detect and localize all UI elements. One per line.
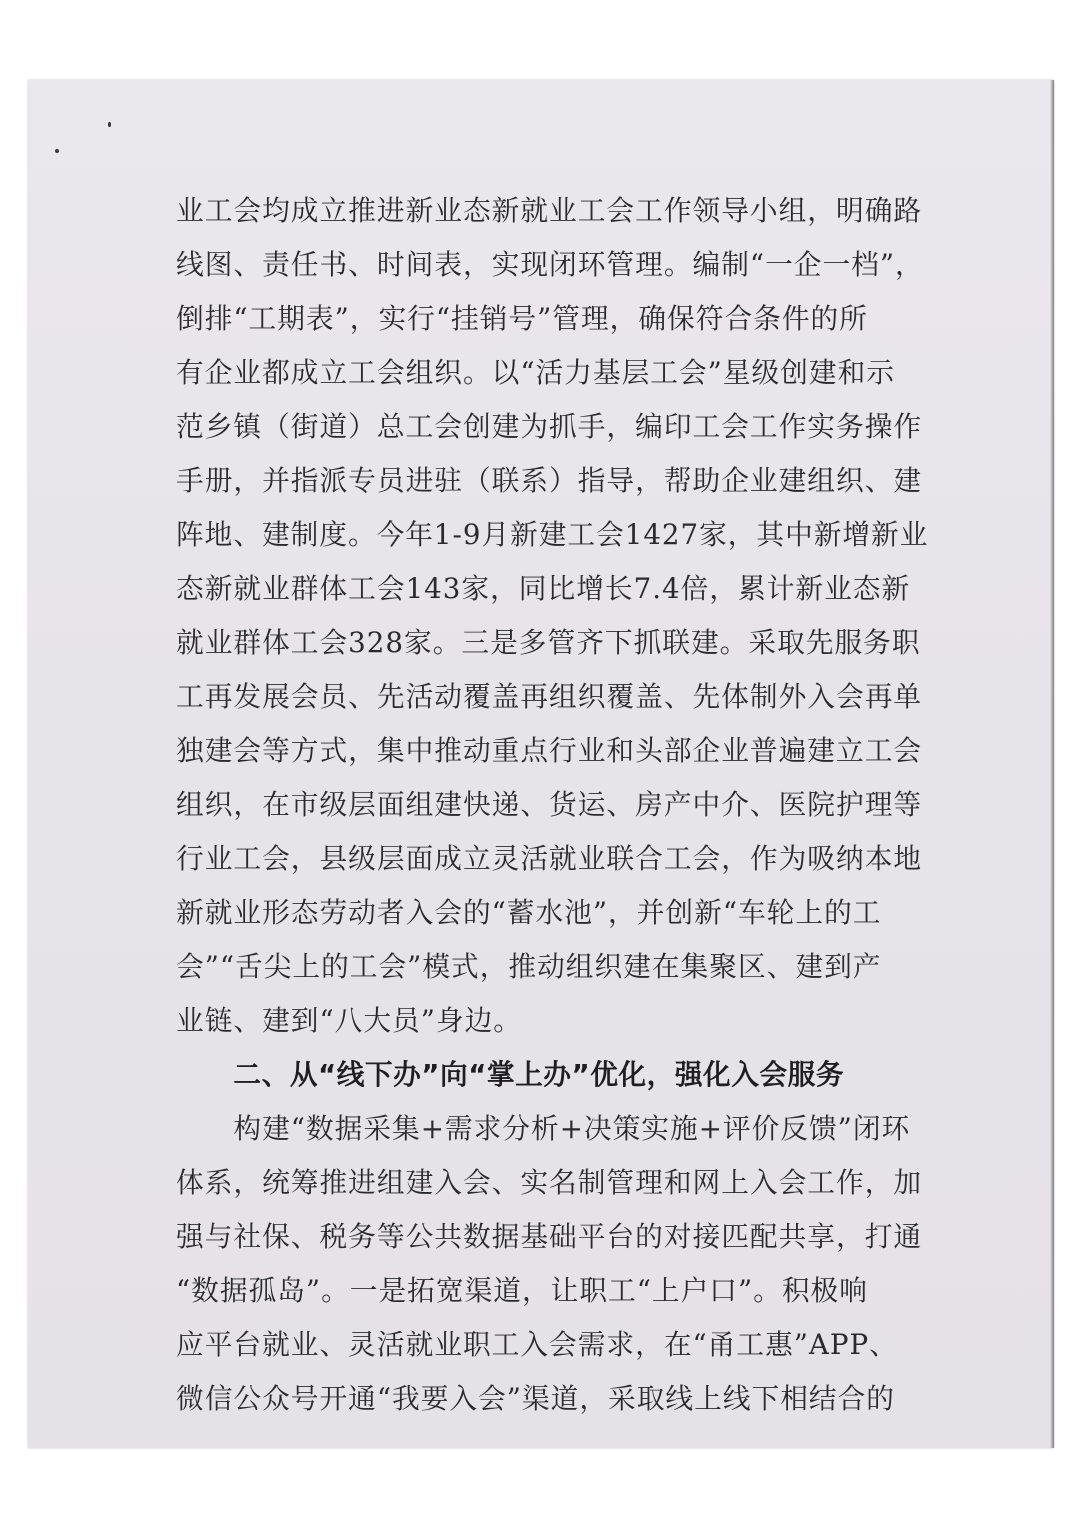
paragraph-line: 应平台就业、灵活就业职工入会需求，在“甬工惠”APP、: [176, 1328, 898, 1361]
paragraph-line: 组织，在市级层面组建快递、货运、房产中介、医院护理等: [176, 788, 923, 821]
paragraph-line: 态新就业群体工会143家，同比增长7.4倍，累计新业态新: [176, 572, 911, 605]
paragraph-line: 体系，统筹推进组建入会、实名制管理和网上入会工作，加: [176, 1166, 923, 1199]
paragraph-line: 倒排“工期表”，实行“挂销号”管理，确保符合条件的所: [176, 302, 868, 335]
section-heading: 二、从“线下办”向“掌上办”优化，强化入会服务: [233, 1058, 845, 1091]
paragraph-line: 强与社保、税务等公共数据基础平台的对接匹配共享，打通: [176, 1220, 923, 1253]
paragraph-line: 工再发展会员、先活动覆盖再组织覆盖、先体制外入会再单: [176, 680, 923, 713]
document-body: [176, 184, 936, 1426]
paragraph-line: 有企业都成立工会组织。以“活力基层工会”星级创建和示: [176, 356, 896, 389]
paragraph-line: 构建“数据采集+需求分析+决策实施+评价反馈”闭环: [233, 1112, 911, 1145]
paragraph-line: 手册，并指派专员进驻（联系）指导，帮助企业建组织、建: [176, 464, 923, 497]
paragraph-line: 范乡镇（街道）总工会创建为抓手，编印工会工作实务操作: [176, 410, 923, 443]
scanned-page: [28, 80, 1054, 1448]
paragraph-line: 行业工会，县级层面成立灵活就业联合工会，作为吸纳本地: [176, 842, 923, 875]
scan-speck: [108, 122, 111, 127]
paragraph-line: 新就业形态劳动者入会的“蓄水池”，并创新“车轮上的工: [176, 896, 882, 929]
paragraph-line: 线图、责任书、时间表，实现闭环管理。编制“一企一档”，: [176, 248, 924, 281]
paragraph-line: 微信公众号开通“我要入会”渠道，采取线上线下相结合的: [176, 1382, 896, 1415]
paragraph-line: 阵地、建制度。今年1-9月新建工会1427家，其中新增新业: [176, 518, 929, 551]
paragraph-line: 业工会均成立推进新业态新就业工会工作领导小组，明确路: [176, 194, 923, 227]
paragraph-line: 会”“舌尖上的工会”模式，推动组织建在集聚区、建到产: [176, 950, 882, 983]
scan-speck: [55, 149, 59, 153]
page-edge-shadow: [1050, 80, 1054, 1448]
paragraph-line: “数据孤岛”。一是拓宽渠道，让职工“上户口”。积极响: [176, 1274, 868, 1307]
paragraph-line: 就业群体工会328家。三是多管齐下抓联建。采取先服务职: [176, 626, 921, 659]
paragraph-line: 独建会等方式，集中推动重点行业和头部企业普遍建立工会: [176, 734, 923, 767]
paragraph-line: 业链、建到“八大员”身边。: [176, 1004, 522, 1037]
